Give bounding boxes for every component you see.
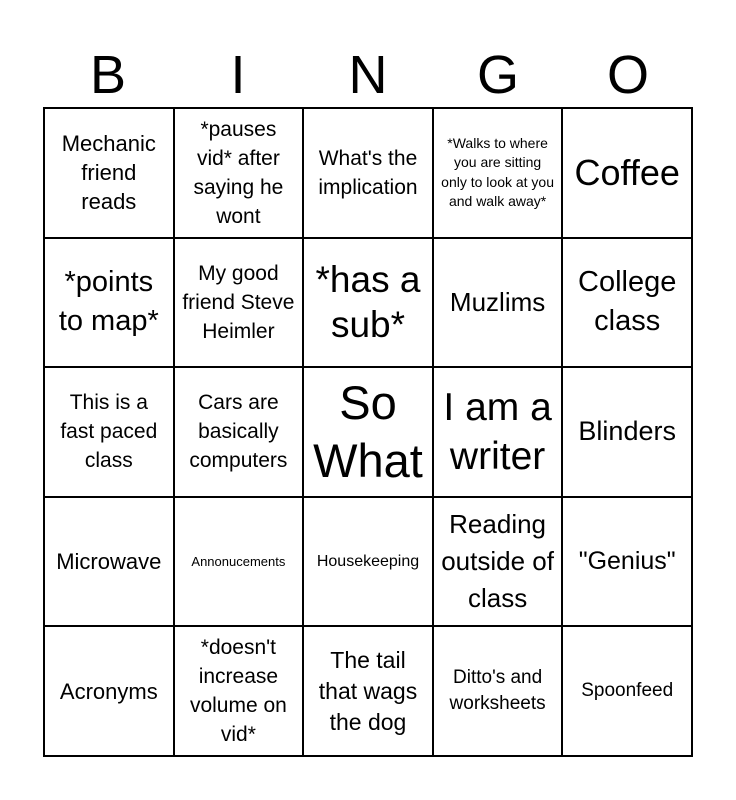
bingo-cell[interactable] <box>304 368 434 498</box>
bingo-cell[interactable] <box>563 627 693 757</box>
bingo-cell[interactable] <box>45 627 175 757</box>
bingo-cell[interactable] <box>563 368 693 498</box>
bingo-cell[interactable] <box>304 239 434 369</box>
cell-text: College class <box>578 266 677 338</box>
bingo-cell[interactable] <box>563 109 693 239</box>
cell-text: Coffee <box>574 151 680 193</box>
bingo-header <box>43 44 693 106</box>
bingo-cell[interactable] <box>304 627 434 757</box>
cell-text: The tail that wags the dog <box>318 646 418 735</box>
bingo-cell[interactable] <box>175 109 305 239</box>
cell-text: *has a sub* <box>315 259 421 346</box>
cell-text: *points to map* <box>58 266 159 338</box>
cell-text: Microwave <box>56 549 162 575</box>
bingo-cell[interactable] <box>45 498 175 628</box>
cell-text: This is a fast paced class <box>60 391 158 473</box>
bingo-cell[interactable] <box>434 368 564 498</box>
cell-text: "Genius" <box>578 547 676 576</box>
cell-text: Cars are basically computers <box>189 391 288 473</box>
cell-text: Housekeeping <box>316 553 420 571</box>
cell-text: Blinders <box>578 416 676 447</box>
cell-text: Reading outside of class <box>441 509 554 614</box>
cell-text: I am a writer <box>443 385 552 478</box>
bingo-cell[interactable] <box>563 239 693 369</box>
cell-text: Ditto's and worksheets <box>449 667 546 715</box>
cell-text: My good friend Steve Heimler <box>182 261 295 343</box>
bingo-cell[interactable] <box>175 627 305 757</box>
header-letter-n: N <box>348 45 388 105</box>
header-letter-o: O <box>606 45 649 105</box>
bingo-cell[interactable] <box>434 239 564 369</box>
header-letter-i: I <box>230 45 246 105</box>
cell-text: *pauses vid* after saying he wont <box>193 117 284 228</box>
cell-text: Muzlims <box>449 286 546 317</box>
cell-text: Annonucements <box>191 553 286 569</box>
bingo-cell[interactable] <box>45 109 175 239</box>
bingo-cell[interactable] <box>434 627 564 757</box>
cell-text: Spoonfeed <box>581 680 674 702</box>
bingo-cell[interactable] <box>45 368 175 498</box>
bingo-cell[interactable] <box>175 498 305 628</box>
bingo-cell[interactable] <box>434 498 564 628</box>
bingo-cell[interactable] <box>304 109 434 239</box>
bingo-cell[interactable] <box>304 498 434 628</box>
cell-text: *doesn't increase volume on vid* <box>189 636 287 747</box>
bingo-cell[interactable] <box>175 368 305 498</box>
bingo-cell[interactable] <box>563 498 693 628</box>
header-letter-g: G <box>476 45 519 105</box>
cell-text: What's the implication <box>318 146 418 199</box>
bingo-cell[interactable] <box>175 239 305 369</box>
cell-text: *Walks to where you are sitting only to look at you and walk away* <box>441 134 555 210</box>
bingo-cell[interactable] <box>434 109 564 239</box>
cell-text: So What <box>313 375 423 487</box>
cell-text: Acronyms <box>59 678 158 704</box>
cell-text: Mechanic friend reads <box>61 131 156 215</box>
header-letter-b: B <box>89 45 127 105</box>
bingo-board <box>43 107 693 757</box>
bingo-cell[interactable] <box>45 239 175 369</box>
